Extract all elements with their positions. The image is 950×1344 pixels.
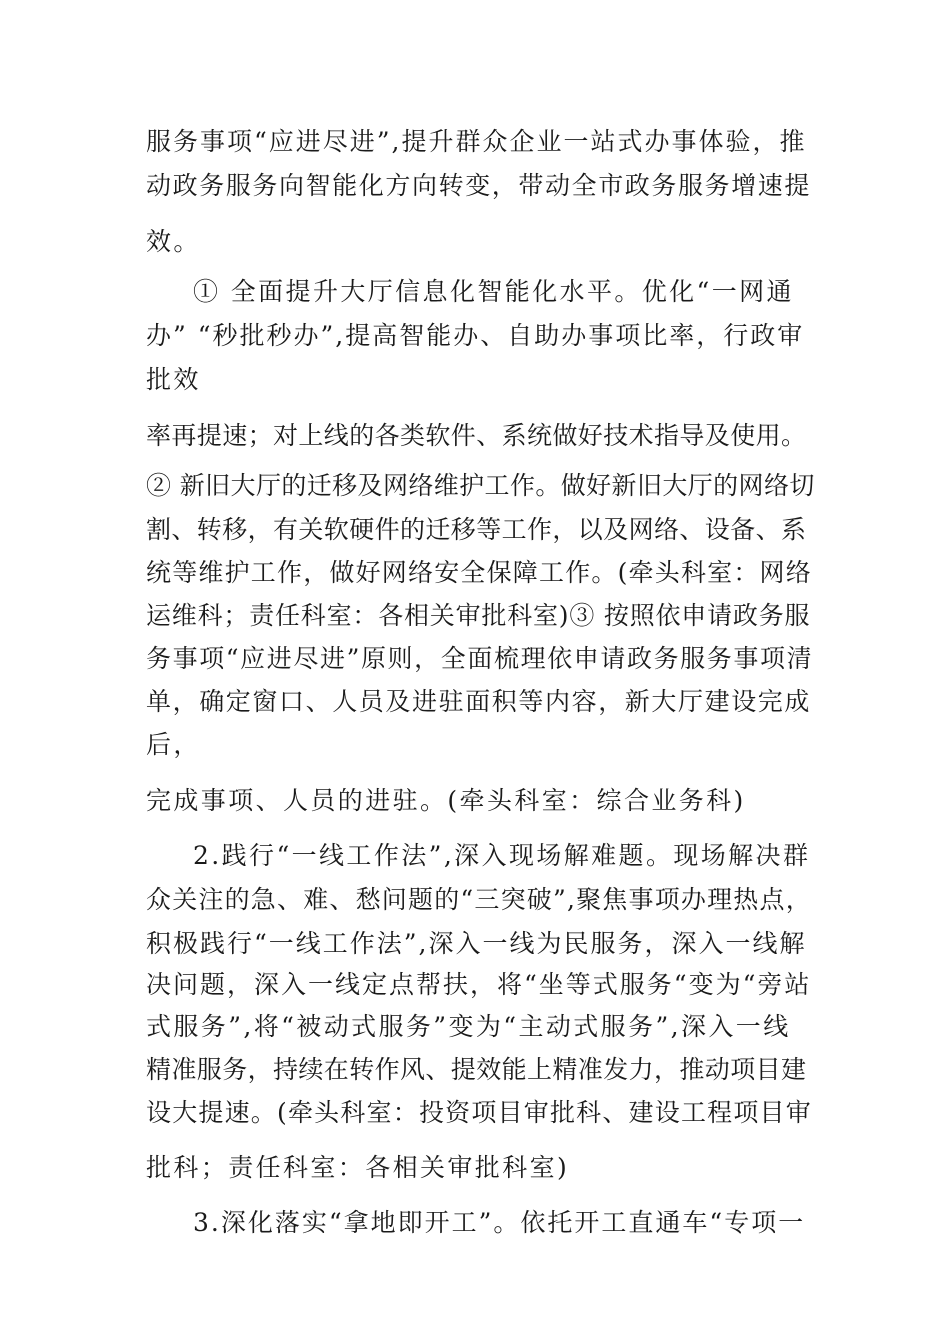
text-line-2: 动政务服务向智能化方向转变，带动全市政务服务增速提: [146, 171, 812, 200]
text-line-3: 效。: [146, 227, 201, 256]
text-line-21: 精准服务，持续在转作风、提效能上精准发力，推动项目建: [146, 1055, 807, 1084]
text-line-14: 后，: [146, 730, 201, 759]
text-line-19: 决问题，深入一线定点帮扶，将“坐等式服务“变为“旁站: [146, 970, 812, 999]
text-line-5: 办” “秒批秒办”,提高智能办、自助办事项比率，行政审: [146, 321, 805, 350]
text-line-6: 批效: [146, 365, 201, 394]
text-line-7: 率再提速；对上线的各类软件、系统做好技术指导及使用。: [146, 421, 807, 450]
text-line-11: 运维科；责任科室：各相关审批科室)③ 按照依申请政务服: [146, 601, 811, 630]
text-line-12: 务事项“应进尽进”原则，全面梳理依申请政务服务事项清: [146, 644, 814, 673]
text-line-22: 设大提速。(牵头科室：投资项目审批科、建设工程项目审: [146, 1098, 812, 1127]
text-line-23: 批科；责任科室：各相关审批科室): [146, 1153, 570, 1182]
text-line-4: ① 全面提升大厅信息化智能化水平。优化“一网通: [193, 277, 794, 306]
text-line-15: 完成事项、人员的进驻。(牵头科室：综合业务科): [146, 786, 746, 815]
text-line-18: 积极践行“一线工作法”,深入一线为民服务，深入一线解: [146, 929, 807, 958]
text-line-24: 3.深化落实“拿地即开工”。依托开工直通车“专项一: [193, 1208, 806, 1237]
text-line-8: ② 新旧大厅的迁移及网络维护工作。做好新旧大厅的网络切: [146, 471, 815, 500]
text-line-9: 割、转移，有关软硬件的迁移等工作，以及网络、设备、系: [146, 515, 807, 544]
text-line-13: 单，确定窗口、人员及进驻面积等内容，新大厅建设完成: [146, 687, 812, 716]
text-line-20: 式服务”,将“被动式服务”变为“主动式服务”,深入一线: [146, 1012, 791, 1041]
text-line-17: 众关注的急、难、愁问题的“三突破”,聚焦事项办理热点，: [146, 885, 812, 914]
text-line-1: 服务事项“应进尽进”,提升群众企业一站式办事体验，推: [146, 127, 807, 156]
text-line-10: 统等维护工作，做好网络安全保障工作。(牵头科室：网络: [146, 558, 812, 587]
text-line-16: 2.践行“一线工作法”,深入现场解难题。现场解决群: [193, 841, 811, 870]
